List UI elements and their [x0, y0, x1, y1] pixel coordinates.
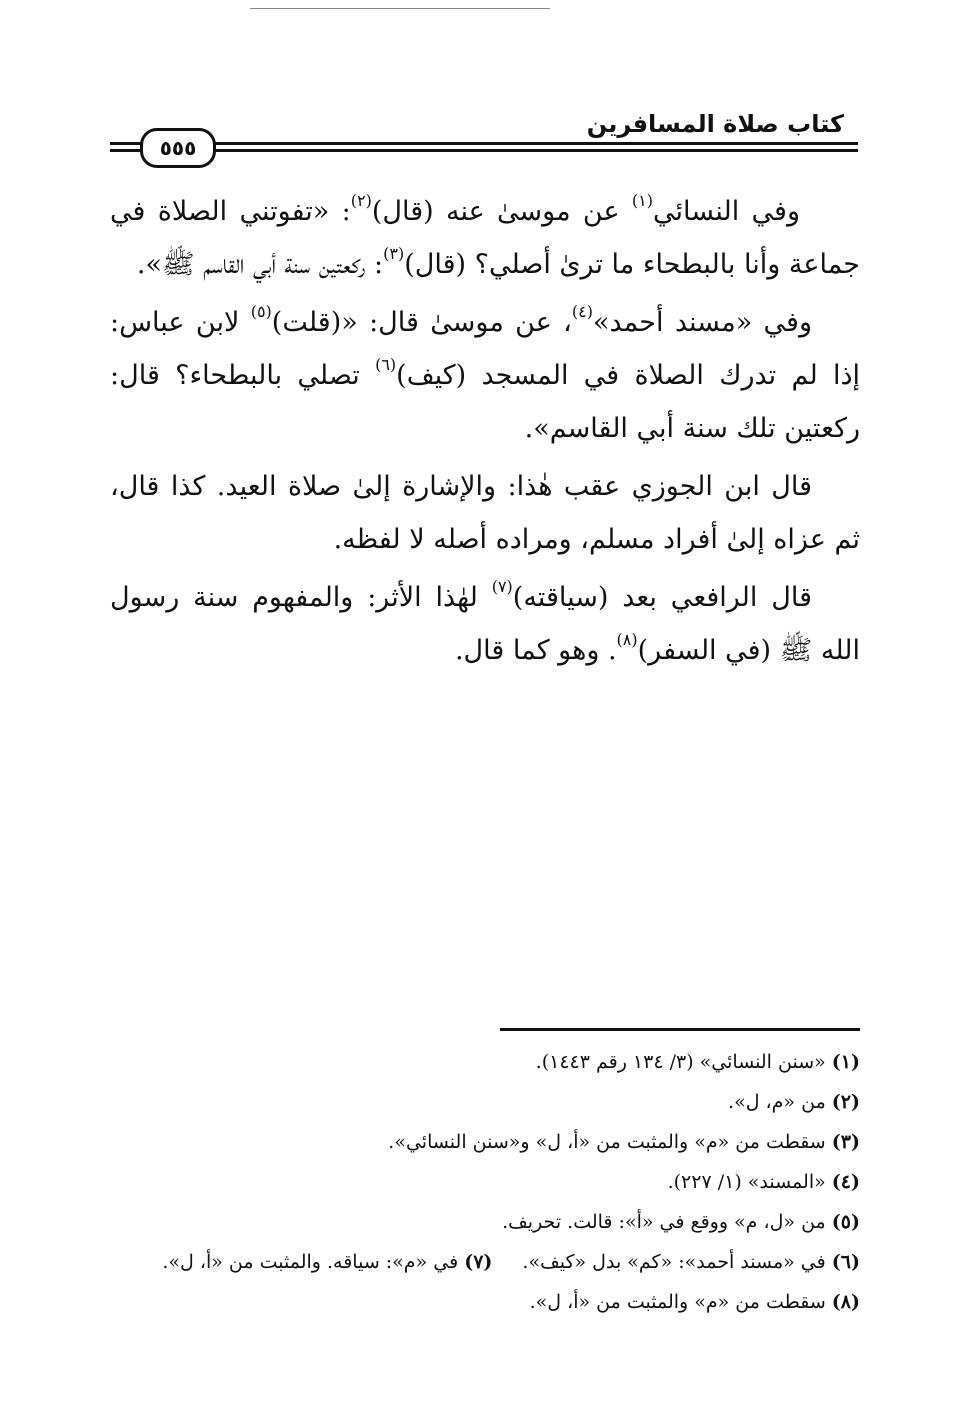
- footnote-number: (٢): [831, 1091, 860, 1113]
- text-run: : «تفوتني الصلاة في جماعة وأنا بالبطحاء ما ترىٰ أصلي؟ (قال): [110, 196, 860, 280]
- footnote-text: من «م، ل».: [728, 1091, 832, 1113]
- footnote-8: [110, 1282, 860, 1322]
- footnote-number: (٥): [831, 1211, 860, 1233]
- footnote-number: (٧): [464, 1251, 493, 1273]
- top-scan-line: [250, 8, 550, 9]
- footnote-3: [110, 1122, 860, 1162]
- footnote-text: في «م»: سياقه. والمثبت من «أ، ل».: [162, 1251, 465, 1273]
- footnote-ref-7[interactable]: (٧): [491, 577, 513, 596]
- footnote-ref-2[interactable]: (٢): [350, 191, 372, 210]
- paragraph-3: قال ابن الجوزي عقب هٰذا: والإشارة إلىٰ صلاة العيد. كذا قال، ثم عزاه إلىٰ أفراد مسلم، ومراده أصله لا لفظه.: [110, 471, 860, 555]
- footnote-text: «سنن النسائي» (٣/ ١٣٤ رقم ١٤٤٣).: [535, 1051, 832, 1073]
- paragraph-4: [110, 571, 860, 677]
- footnote-6-7: [110, 1242, 860, 1282]
- footnote-ref-1[interactable]: (١): [631, 191, 653, 210]
- footnote-text: سقطت من «م» والمثبت من «أ، ل».: [529, 1291, 832, 1313]
- main-text: [110, 185, 860, 682]
- footnote-text: في «مسند أحمد»: «كم» بدل «كيف».: [522, 1251, 832, 1273]
- text-run: تصلي بالبطحاء؟ قال: ركعتين تلك سنة أبي القاسم».: [110, 360, 860, 444]
- footnote-1: [110, 1042, 860, 1082]
- text-run: عن موسىٰ عنه (قال): [371, 196, 632, 227]
- footnote-text: سقطت من «م» والمثبت من «أ، ل» و«سنن النسائي».: [388, 1131, 832, 1153]
- text-run: . وهو كما قال.: [454, 635, 617, 666]
- text-run: لابن عباس: إذا لم تدرك الصلاة في المسجد (كيف): [110, 307, 860, 391]
- footnote-ref-4[interactable]: (٤): [571, 302, 593, 321]
- footnote-separator: [500, 1028, 860, 1031]
- footnote-number: (٨): [831, 1291, 860, 1313]
- text-run: : ركعتين سنة أبي القاسم ﷺ».: [136, 249, 384, 280]
- footnote-ref-8[interactable]: (٨): [616, 630, 638, 649]
- text-run: ، عن موسىٰ قال: «(قلت): [271, 307, 572, 338]
- footnote-number: (١): [831, 1051, 860, 1073]
- footnote-4: [110, 1162, 860, 1202]
- footnote-number: (٤): [831, 1171, 860, 1193]
- page-number: ٥٥٥: [140, 128, 216, 168]
- footnote-number: (٣): [831, 1131, 860, 1153]
- footnote-text: «المسند» (١/ ٢٢٧).: [667, 1171, 832, 1193]
- paragraph-1: [110, 185, 860, 291]
- footnote-ref-5[interactable]: (٥): [250, 302, 272, 321]
- page-header: [110, 108, 858, 160]
- text-run: قال الرافعي بعد (سياقته): [512, 582, 812, 613]
- header-rule-bottom: [110, 149, 858, 152]
- footnote-text: من «ل، م» ووقع في «أ»: قالت. تحريف.: [502, 1211, 832, 1233]
- footnote-number: (٦): [831, 1251, 860, 1273]
- header-rule-top: [110, 142, 858, 145]
- footnote-ref-6[interactable]: (٦): [375, 355, 397, 374]
- footnotes: [110, 1042, 860, 1322]
- footnote-5: [110, 1202, 860, 1242]
- text-run: وفي النسائي: [653, 196, 800, 227]
- running-title: كتاب صلاة المسافرين: [581, 110, 850, 138]
- text-run: وفي «مسند أحمد»: [592, 307, 813, 338]
- paragraph-2: [110, 296, 860, 455]
- footnote-2: [110, 1082, 860, 1122]
- text-run: لهٰذا الأثر: والمفهوم سنة رسول الله ﷺ (في السفر): [110, 582, 860, 666]
- footnote-ref-3[interactable]: (٣): [383, 244, 405, 263]
